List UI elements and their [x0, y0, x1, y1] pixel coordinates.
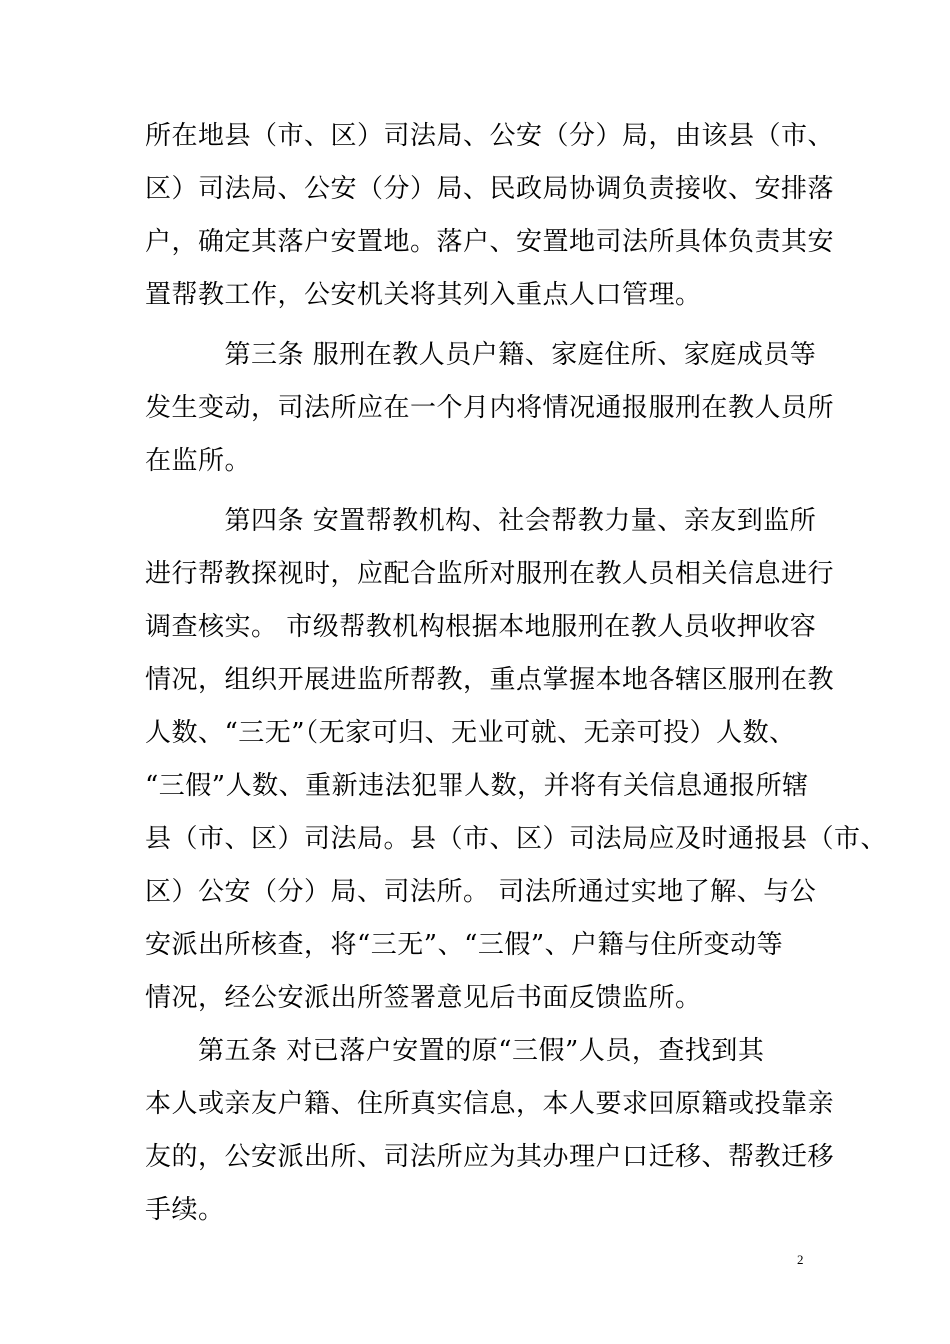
text-line: 进行帮教探视时，应配合监所对服刑在教人员相关信息进行 — [145, 559, 835, 589]
text-line: 安派出所核查，将“三无”、“三假”、户籍与住所变动等 — [145, 930, 784, 960]
text-line: 区）公安（分）局、司法所。 司法所通过实地了解、与公 — [145, 877, 817, 907]
text-line: 在监所。 — [145, 446, 252, 476]
paragraph-article-5 — [145, 1025, 835, 1237]
text-line: 发生变动，司法所应在一个月内将情况通报服刑在教人员所 — [145, 393, 835, 423]
text-line: 手续。 — [145, 1195, 225, 1225]
text-line: 友的，公安派出所、司法所应为其办理户口迁移、帮教迁移 — [145, 1142, 835, 1172]
paragraph-article-4 — [145, 495, 888, 1025]
text-line: 第三条 服刑在教人员户籍、家庭住所、家庭成员等 — [145, 340, 817, 370]
text-line: 县（市、区）司法局。县（市、区）司法局应及时通报县（市、 — [145, 824, 888, 854]
text-line: 所在地县（市、区）司法局、公安（分）局，由该县（市、 — [145, 121, 835, 151]
paragraph-article-3 — [145, 329, 835, 488]
text-line: 调查核实。 市级帮教机构根据本地服刑在教人员收押收容 — [145, 612, 817, 642]
text-line: 区）司法局、公安（分）局、民政局协调负责接收、安排落 — [145, 174, 835, 204]
text-line: 户，确定其落户安置地。落户、安置地司法所具体负责其安 — [145, 227, 835, 257]
text-line: 本人或亲友户籍、住所真实信息，本人要求回原籍或投靠亲 — [145, 1089, 835, 1119]
text-line: 情况，组织开展进监所帮教，重点掌握本地各辖区服刑在教 — [145, 665, 835, 695]
paragraph-continuation — [145, 110, 835, 322]
text-line: 置帮教工作，公安机关将其列入重点人口管理。 — [145, 280, 702, 310]
text-line: 第五条 对已落户安置的原“三假”人员，查找到其 — [145, 1036, 765, 1066]
text-line: “三假”人数、重新违法犯罪人数，并将有关信息通报所辖 — [145, 771, 809, 801]
text-line: 人数、“三无”（无家可归、无业可就、无亲可投）人数、 — [145, 718, 796, 748]
page-number: 2 — [797, 1252, 804, 1267]
text-line: 情况，经公安派出所签署意见后书面反馈监所。 — [145, 983, 702, 1013]
text-line: 第四条 安置帮教机构、社会帮教力量、亲友到监所 — [145, 506, 817, 536]
